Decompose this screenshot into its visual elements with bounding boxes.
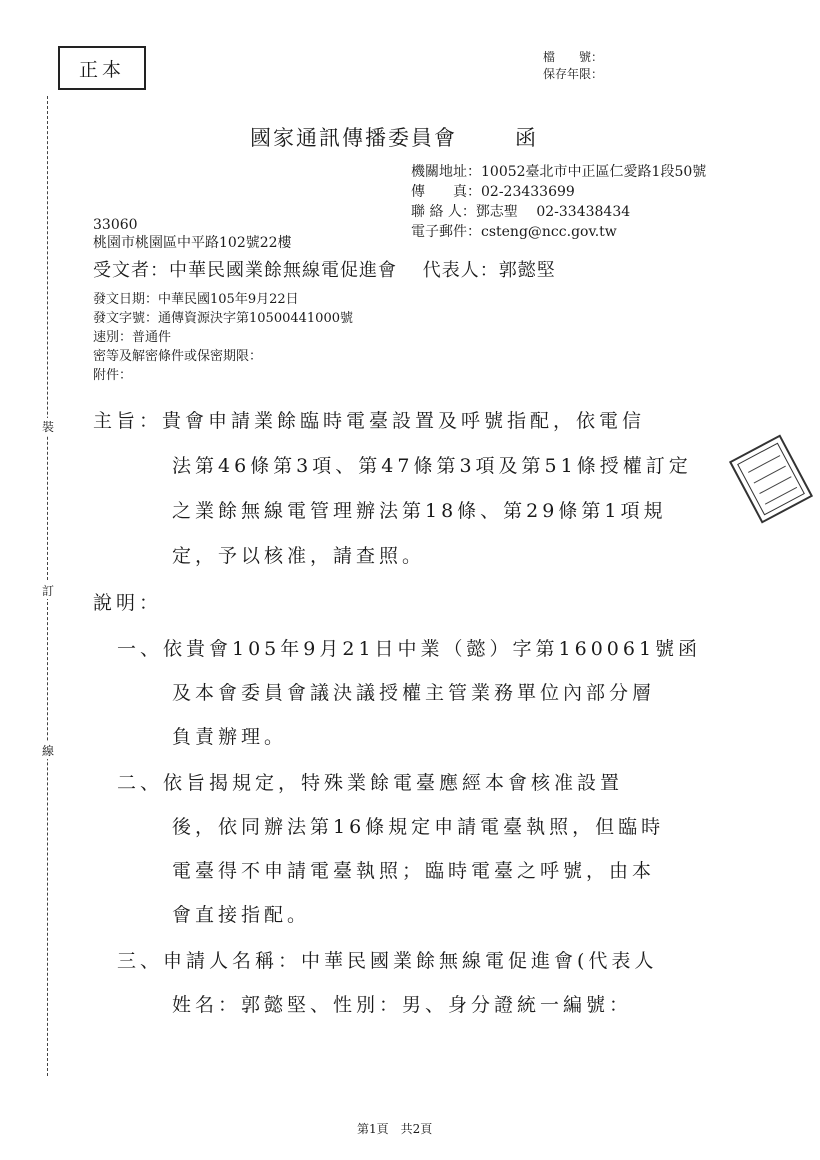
stamp-label: 正本 [78,59,125,81]
attachments: 附件： [93,368,133,383]
agency-address: 機關地址：10052臺北市中正區仁愛路1段50號 [411,164,707,180]
contact-email: 電子郵件：csteng@ncc.gov.tw [411,224,617,240]
page-number: 第1頁 共2頁 [357,1122,433,1136]
explanation-item-line: 及本會委員會議決議授權主管業務單位內部分層 [172,682,656,704]
subject-line: 之業餘無線電管理辦法第18條、第29條第1項規 [172,500,667,522]
explanation-item-line: 一、依貴會105年9月21日中業（懿）字第160061號函 [117,638,702,660]
recipient-address: 桃園市桃園區中平路102號22樓 [93,235,292,251]
document-type: 函 [515,126,538,150]
binding-mark-ding: 訂 [42,584,55,598]
agency-title: 國家通訊傳播委員會 [250,126,457,150]
explanation-item-line: 後，依同辦法第16條規定申請電臺執照，但臨時 [172,816,665,838]
receipt-seal [729,434,813,523]
issue-date: 發文日期：中華民國105年9月22日 [93,292,299,307]
delivery-speed: 速別：普通件 [93,330,172,345]
document-number: 發文字號：通傳資源決字第10500441000號 [93,311,353,326]
original-copy-stamp [58,46,146,90]
subject-line: 主旨：貴會申請業餘臨時電臺設置及呼號指配，依電信 [93,410,646,432]
explanation-heading: 說明： [93,592,163,614]
recipient-line: 受文者：中華民國業餘無線電促進會 代表人：郭懿堅 [93,260,556,281]
explanation-item-line: 二、依旨揭規定，特殊業餘電臺應經本會核准設置 [117,772,624,794]
binding-mark-zhuang: 裝 [42,420,55,434]
secrecy-level: 密等及解密條件或保密期限： [93,349,263,364]
subject-line: 定，予以核准，請查照。 [172,545,426,567]
archive-number-label: 檔 號： [543,50,604,64]
recipient-postcode: 33060 [93,217,138,233]
subject-line: 法第46條第3項、第47條第3項及第51條授權訂定 [172,455,692,477]
explanation-item-line: 姓名：郭懿堅、性別：男、身分證統一編號： [172,994,633,1016]
explanation-item-line: 電臺得不申請電臺執照；臨時電臺之呼號，由本 [172,860,656,882]
explanation-item-line: 會直接指配。 [172,904,311,926]
binding-mark-xian: 線 [42,744,55,758]
contact-person: 聯 絡 人：鄧志聖 02-33438434 [411,204,631,220]
retention-period-label: 保存年限： [543,67,604,81]
explanation-item-line: 三、申請人名稱：中華民國業餘無線電促進會(代表人 [117,950,658,972]
fax-number: 傳 真：02-23433699 [411,184,575,200]
explanation-item-line: 負責辦理。 [172,726,288,748]
